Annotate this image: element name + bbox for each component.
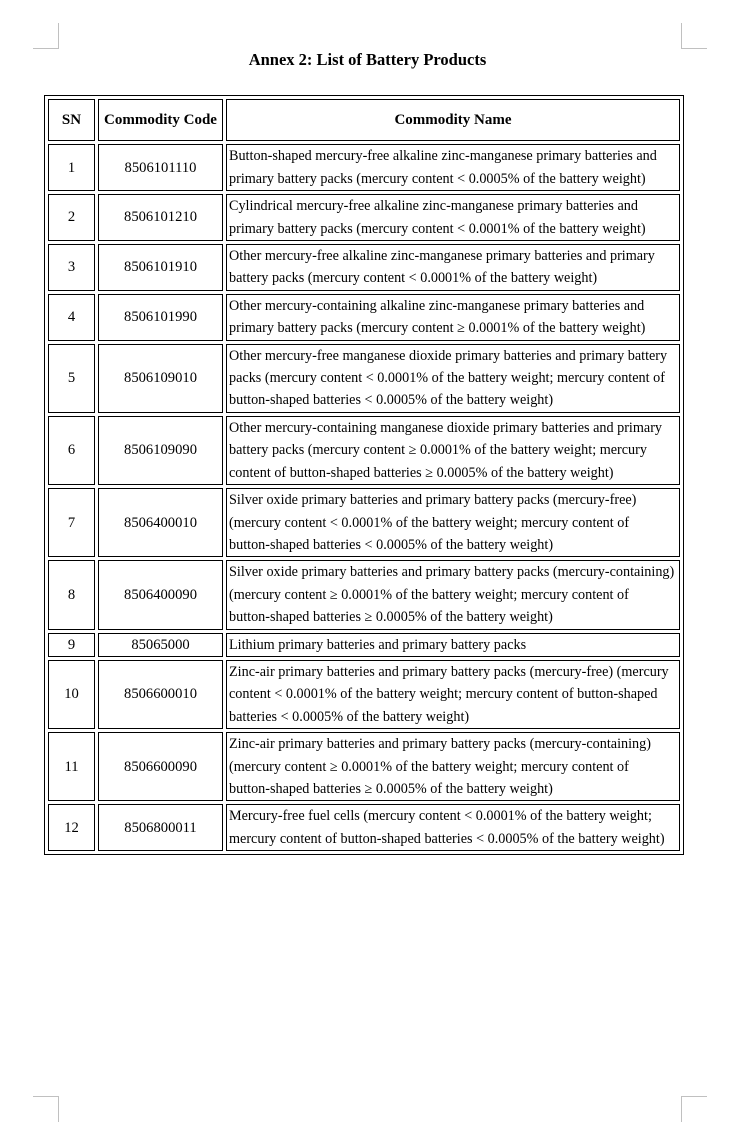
table-row	[48, 244, 680, 291]
cell-commodity-code: 8506109010	[98, 344, 223, 413]
cell-sn: 3	[48, 244, 95, 291]
cell-commodity-name: Zinc-air primary batteries and primary battery packs (mercury-free) (mercury content < 0.0001% of the battery weight; mercury content of button-shaped batteries < 0.0005% of the battery weight)	[226, 660, 680, 729]
cell-commodity-name: Other mercury-free manganese dioxide primary batteries and primary battery packs (mercury content < 0.0001% of the battery weight; mercury content of button-shaped batteries < 0.0005% of the battery weight)	[226, 344, 680, 413]
cell-sn: 7	[48, 488, 95, 557]
cell-commodity-code: 8506101110	[98, 144, 223, 191]
cell-sn: 9	[48, 633, 95, 657]
table-header-row	[48, 99, 680, 141]
header-commodity-code: Commodity Code	[98, 99, 223, 141]
table-row	[48, 294, 680, 341]
cell-commodity-name: Cylindrical mercury-free alkaline zinc-manganese primary batteries and primary battery packs (mercury content < 0.0001% of the battery weight)	[226, 194, 680, 241]
table-row	[48, 416, 680, 485]
table-row	[48, 660, 680, 729]
cell-commodity-name: Silver oxide primary batteries and primary battery packs (mercury-free) (mercury content < 0.0001% of the battery weight; mercury content of button-shaped batteries < 0.0005% of the battery weight)	[226, 488, 680, 557]
table-row	[48, 344, 680, 413]
cell-commodity-name: Other mercury-containing alkaline zinc-manganese primary batteries and primary battery packs (mercury content ≥ 0.0001% of the battery weight)	[226, 294, 680, 341]
cell-commodity-code: 8506600090	[98, 732, 223, 801]
cell-commodity-name: Zinc-air primary batteries and primary battery packs (mercury-containing) (mercury content ≥ 0.0001% of the battery weight; mercury content of button-shaped batteries ≥ 0.0005% of the battery weight)	[226, 732, 680, 801]
cell-commodity-name: Button-shaped mercury-free alkaline zinc-manganese primary batteries and primary battery packs (mercury content < 0.0005% of the battery weight)	[226, 144, 680, 191]
cell-sn: 10	[48, 660, 95, 729]
table-row	[48, 804, 680, 851]
cell-commodity-code: 8506101210	[98, 194, 223, 241]
crop-mark-bottom-left	[33, 1096, 59, 1122]
header-commodity-name: Commodity Name	[226, 99, 680, 141]
table-row	[48, 560, 680, 629]
cell-commodity-name: Silver oxide primary batteries and primary battery packs (mercury-containing) (mercury content ≥ 0.0001% of the battery weight; mercury content of button-shaped batteries ≥ 0.0005% of the battery weight)	[226, 560, 680, 629]
cell-sn: 4	[48, 294, 95, 341]
cell-commodity-code: 8506400090	[98, 560, 223, 629]
cell-commodity-code: 85065000	[98, 633, 223, 657]
table-row	[48, 144, 680, 191]
cell-sn: 6	[48, 416, 95, 485]
cell-sn: 11	[48, 732, 95, 801]
battery-products-table	[44, 95, 684, 855]
table-row	[48, 633, 680, 657]
table-row	[48, 732, 680, 801]
cell-commodity-name: Other mercury-containing manganese dioxide primary batteries and primary battery packs (mercury content ≥ 0.0001% of the battery weight; mercury content of button-shaped batteries ≥ 0.0005% of the battery weight)	[226, 416, 680, 485]
crop-mark-top-left	[33, 23, 59, 49]
cell-sn: 1	[48, 144, 95, 191]
cell-commodity-name: Mercury-free fuel cells (mercury content < 0.0001% of the battery weight; mercury content of button-shaped batteries < 0.0005% of the battery weight)	[226, 804, 680, 851]
crop-mark-top-right	[681, 23, 707, 49]
table-row	[48, 194, 680, 241]
cell-commodity-code: 8506600010	[98, 660, 223, 729]
cell-commodity-name: Lithium primary batteries and primary battery packs	[226, 633, 680, 657]
cell-commodity-code: 8506400010	[98, 488, 223, 557]
cell-commodity-name: Other mercury-free alkaline zinc-manganese primary batteries and primary battery packs (mercury content < 0.0001% of the battery weight)	[226, 244, 680, 291]
cell-sn: 8	[48, 560, 95, 629]
cell-sn: 2	[48, 194, 95, 241]
cell-commodity-code: 8506800011	[98, 804, 223, 851]
cell-commodity-code: 8506101910	[98, 244, 223, 291]
cell-sn: 12	[48, 804, 95, 851]
cell-commodity-code: 8506101990	[98, 294, 223, 341]
header-sn: SN	[48, 99, 95, 141]
cell-sn: 5	[48, 344, 95, 413]
crop-mark-bottom-right	[681, 1096, 707, 1122]
page-title: Annex 2: List of Battery Products	[248, 50, 487, 69]
cell-commodity-code: 8506109090	[98, 416, 223, 485]
table-row	[48, 488, 680, 557]
